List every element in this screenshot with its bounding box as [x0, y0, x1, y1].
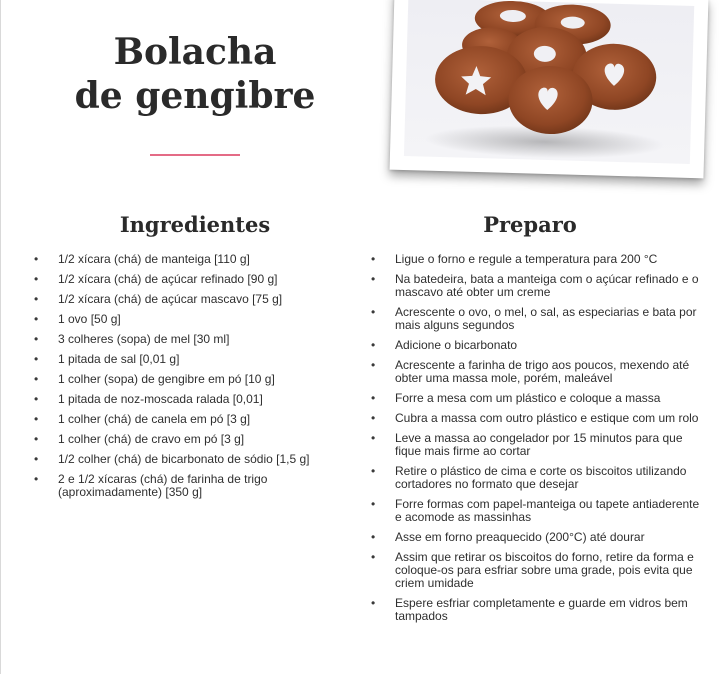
ingredient-item: • 3 colheres (sopa) de mel [30 ml]: [34, 333, 334, 346]
preparation-step: • Adicione o bicarbonato: [371, 339, 701, 352]
preparation-step: • Leve a massa ao congelador por 15 minutos para que fique mais firme ao cortar: [371, 432, 701, 458]
recipe-title: [60, 30, 330, 118]
ingredient-item: • 2 e 1/2 xícaras (chá) de farinha de trigo (aproximadamente) [350 g]: [34, 473, 334, 499]
ingredients-list: [34, 253, 334, 506]
title-underline-divider: [150, 154, 240, 156]
recipe-title-line-1: Bolacha: [113, 31, 277, 73]
preparation-steps-list: [371, 253, 701, 630]
preparation-step: • Retire o plástico de cima e corte os biscoitos utilizando cortadores no formato que desejar: [371, 465, 701, 491]
preparation-step: • Acrescente a farinha de trigo aos poucos, mexendo até obter uma massa mole, porém, maleável: [371, 359, 701, 385]
ingredient-item: • 1 colher (chá) de canela em pó [3 g]: [34, 413, 334, 426]
preparation-step: • Na batedeira, bata a manteiga com o açúcar refinado e o mascavo até obter um creme: [371, 273, 701, 299]
ingredient-item: • 1 colher (sopa) de gengibre em pó [10 g]: [34, 373, 334, 386]
preparation-step: • Cubra a massa com outro plástico e estique com um rolo: [371, 412, 701, 425]
preparation-step: • Espere esfriar completamente e guarde em vidros bem tampados: [371, 597, 701, 623]
ingredient-item: • 1 pitada de noz-moscada ralada [0,01]: [34, 393, 334, 406]
preparation-step: • Assim que retirar os biscoitos do forno, retire da forma e coloque-os para esfriar sobre uma grade, pois evita que criem umidade: [371, 551, 701, 590]
ingredient-item: • 1/2 xícara (chá) de manteiga [110 g]: [34, 253, 334, 266]
preparation-heading: Preparo: [483, 212, 577, 237]
recipe-title-line-2: de gengibre: [74, 75, 316, 117]
ingredient-item: • 1 pitada de sal [0,01 g]: [34, 353, 334, 366]
gingerbread-cookies-illustration: [404, 0, 694, 164]
page-edge-divider: [0, 0, 1, 674]
preparation-step: • Forre a mesa com um plástico e coloque a massa: [371, 392, 701, 405]
ingredient-item: • 1 ovo [50 g]: [34, 313, 334, 326]
ingredients-heading: Ingredientes: [119, 212, 271, 237]
preparation-step: • Acrescente o ovo, o mel, o sal, as especiarias e bata por mais alguns segundos: [371, 306, 701, 332]
ingredient-item: • 1 colher (chá) de cravo em pó [3 g]: [34, 433, 334, 446]
preparation-step: • Forre formas com papel-manteiga ou tapete antiaderente e acomode as massinhas: [371, 498, 701, 524]
cookie-photo: [404, 0, 694, 164]
ingredient-item: • 1/2 xícara (chá) de açúcar mascavo [75 g]: [34, 293, 334, 306]
ingredient-item: • 1/2 colher (chá) de bicarbonato de sódio [1,5 g]: [34, 453, 334, 466]
cookie-photo-frame: [390, 0, 709, 178]
preparation-step: • Ligue o forno e regule a temperatura para 200 °C: [371, 253, 701, 266]
ingredient-item: • 1/2 xícara (chá) de açúcar refinado [90 g]: [34, 273, 334, 286]
preparation-step: • Asse em forno preaquecido (200°C) até dourar: [371, 531, 701, 544]
